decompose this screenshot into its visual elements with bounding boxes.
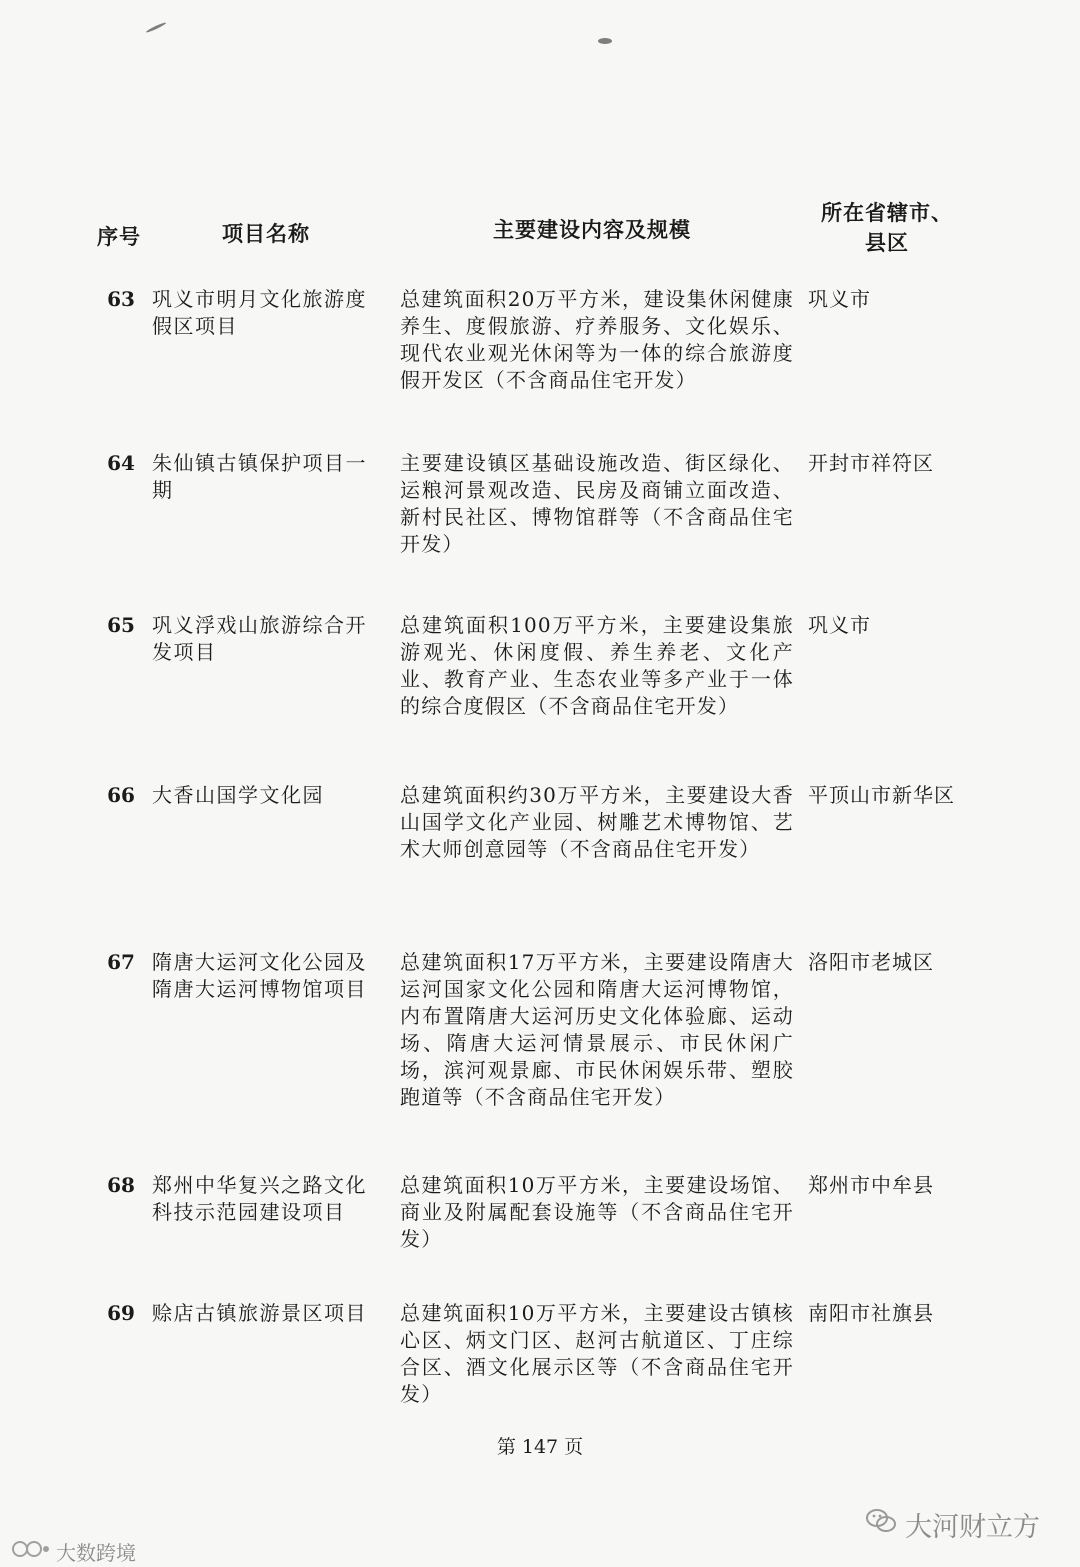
- row-content: 总建筑面积20万平方米，建设集休闲健康养生、度假旅游、疗养服务、文化娱乐、现代农业观光休闲等为一体的综合旅游度假开发区（不含商品住宅开发）: [400, 287, 794, 392]
- row-content: 总建筑面积10万平方米，主要建设场馆、商业及附属配套设施等（不含商品住宅开发）: [400, 1173, 794, 1251]
- row-content: 总建筑面积100万平方米，主要建设集旅游观光、休闲度假、养生养老、文化产业、教育产业、生态农业等多产业于一体的综合度假区（不含商品住宅开发）: [400, 613, 794, 718]
- wechat-icon: [865, 1507, 897, 1542]
- row-content: 总建筑面积10万平方米，主要建设古镇核心区、炳文门区、赵河古航道区、丁庄综合区、酒文化展示区等（不含商品住宅开发）: [400, 1301, 794, 1406]
- page-number: 第 147 页: [496, 1436, 584, 1458]
- watermark-right: [865, 1505, 1040, 1544]
- scan-mark: [598, 38, 612, 44]
- row-location: 郑州市中牟县: [808, 1173, 934, 1197]
- row-name: 大香山国学文化园: [152, 783, 324, 807]
- header-location: 所在省辖市、县区: [821, 200, 953, 255]
- scan-mark: [145, 21, 166, 33]
- row-seq: 63: [107, 287, 135, 311]
- row-location: 巩义市: [808, 287, 871, 311]
- row-content: 主要建设镇区基础设施改造、街区绿化、运粮河景观改造、民房及商铺立面改造、新村民社区、博物馆群等（不含商品住宅开发）: [400, 451, 794, 556]
- row-location: 洛阳市老城区: [808, 950, 934, 974]
- row-seq: 69: [107, 1301, 135, 1325]
- row-seq: 65: [107, 613, 135, 637]
- row-seq: 66: [107, 783, 135, 807]
- row-location: 南阳市社旗县: [808, 1301, 934, 1325]
- header-name: 项目名称: [222, 221, 310, 246]
- row-content: 总建筑面积17万平方米，主要建设隋唐大运河国家文化公园和隋唐大运河博物馆，内布置隋唐大运河历史文化体验廊、运动场、隋唐大运河情景展示、市民休闲广场，滨河观景廊、市民休闲娱乐带、塑胶跑道等（不含商品住宅开发）: [400, 950, 794, 1109]
- row-location: 平顶山市新华区: [808, 783, 955, 807]
- row-name: 巩义市明月文化旅游度假区项目: [152, 287, 367, 338]
- row-content: 总建筑面积约30万平方米，主要建设大香山国学文化产业园、树雕艺术博物馆、艺术大师创意园等（不含商品住宅开发）: [400, 783, 794, 861]
- row-seq: 64: [107, 451, 135, 475]
- row-name: 郑州中华复兴之路文化科技示范园建设项目: [152, 1173, 367, 1224]
- logo-icon: [10, 1539, 50, 1564]
- row-seq: 67: [107, 950, 135, 974]
- row-location: 开封市祥符区: [808, 451, 934, 475]
- watermark-left: [10, 1537, 136, 1566]
- watermark-right-text: 大河财立方: [905, 1512, 1040, 1543]
- header-content: 主要建设内容及规模: [493, 217, 691, 242]
- row-name: 隋唐大运河文化公园及隋唐大运河博物馆项目: [152, 950, 367, 1001]
- watermark-left-text: 大数跨境: [56, 1541, 136, 1565]
- row-name: 巩义浮戏山旅游综合开发项目: [152, 613, 367, 664]
- row-seq: 68: [107, 1173, 135, 1197]
- header-seq: 序号: [97, 224, 141, 249]
- row-name: 赊店古镇旅游景区项目: [152, 1301, 367, 1325]
- row-location: 巩义市: [808, 613, 871, 637]
- row-name: 朱仙镇古镇保护项目一期: [152, 451, 367, 502]
